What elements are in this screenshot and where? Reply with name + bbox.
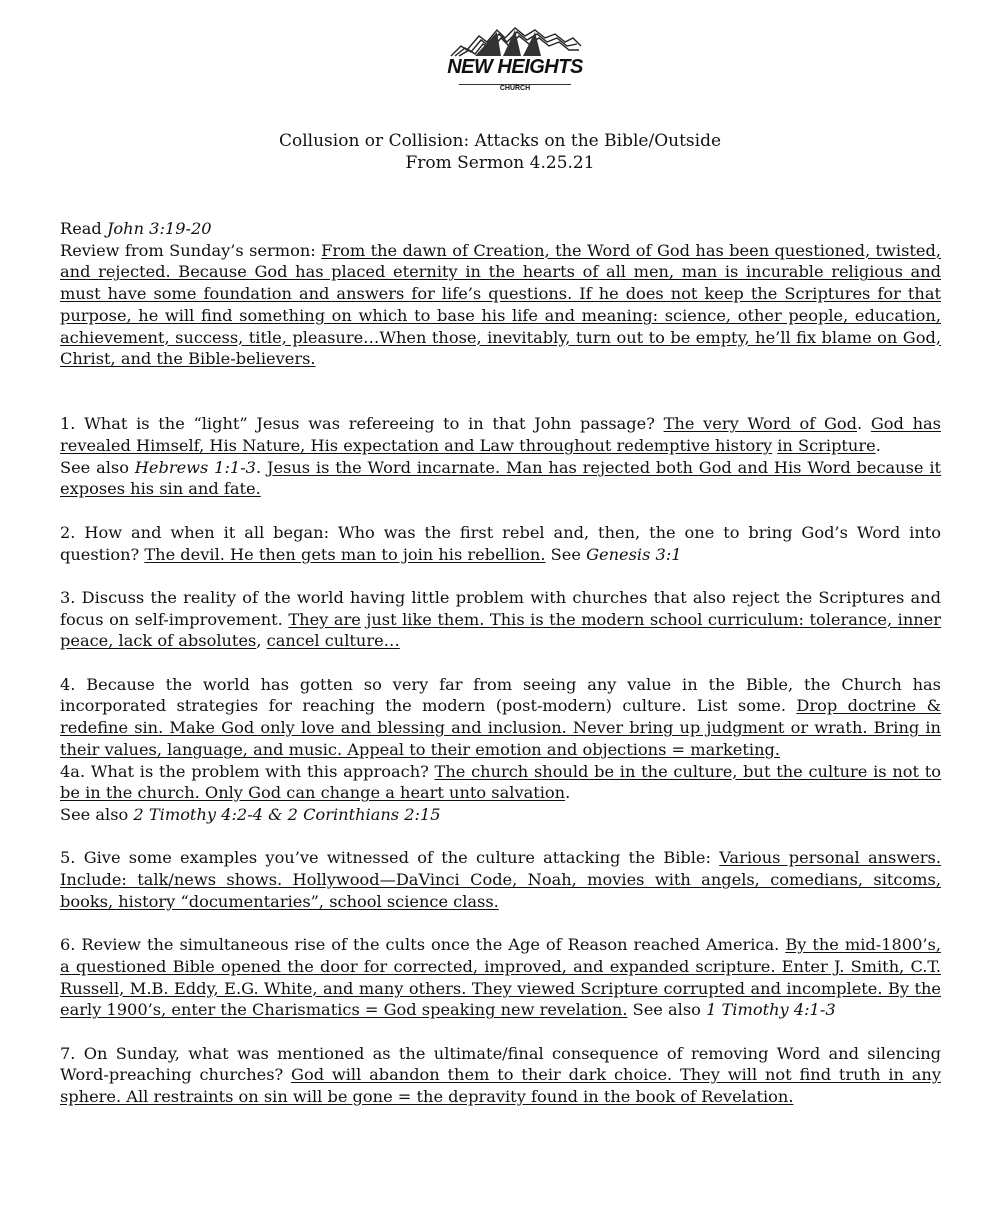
review-answer: From the dawn of Creation, the Word of God has been questioned, twisted, and rejected. Because God has placed eternity in the hearts of all men, man is incurable religious and must have some foundation and answers for life’s questions. If he does not keep the Scriptures for that purpose, he will find something on which to base his life and meaning: science, other people, education, achievement, success, title, pleasure…When those, inevitably, turn out to be empty, he’ll fix blame on God, Christ, and the Bible-believers.: [60, 240, 941, 369]
question-1-text: 1. What is the “light” Jesus was refereeing to in that John passage?: [60, 414, 664, 434]
question-3-answer-b: just like them. This is the modern school curriculum: tolerance, inner peace, lack of absolutes: [60, 609, 941, 651]
question-7-answer: God will abandon them to their dark choice. They will not find truth in any sphere. All restraints on sin will be gone = the depravity found in the book of Revelation.: [60, 1065, 941, 1107]
question-3-answer-c: cancel culture…: [266, 631, 400, 651]
question-4a-text: 4a. What is the problem with this approach?: [60, 761, 435, 781]
see-also-prefix: See also: [60, 804, 134, 824]
question-6: [60, 934, 941, 1021]
question-1-reference: Hebrews 1:1-3: [134, 457, 256, 477]
title-line-1: Collusion or Collision: Attacks on the Bible/Outside: [278, 131, 722, 151]
question-7-text: 7. On Sunday, what was mentioned as the ultimate/final consequence of removing Word and silencing Word-preaching churches?: [60, 1043, 941, 1085]
question-1-answer-b: God has revealed Himself, His Nature, His expectation and Law throughout redemptive history: [60, 414, 941, 456]
question-2-answer: The devil. He then gets man to join his rebellion.: [144, 544, 546, 564]
review-paragraph: [60, 240, 941, 370]
question-1-answer-a: The very Word of God: [663, 414, 857, 434]
question-5: [60, 847, 941, 912]
separator: .: [565, 783, 571, 803]
question-4-answer: Drop doctrine & redefine sin. Make God only love and blessing and inclusion. Never bring up judgment or wrath. Bring in their values, language, and music. Appeal to their emotion and objections = marketing.: [60, 696, 942, 759]
see-also-prefix: See also: [627, 1000, 707, 1020]
question-6-text: 6. Review the simultaneous rise of the cults once the Age of Reason reached America.: [60, 935, 786, 955]
question-4a-see-also: [60, 804, 941, 826]
question-1-see-also: [60, 457, 941, 500]
question-2-text: 2. How and when it all began: Who was the first rebel and, then, the one to bring God’s Word into question?: [60, 522, 941, 564]
question-2: [60, 522, 941, 565]
question-5-text: 5. Give some examples you’ve witnessed of the culture attacking the Bible:: [60, 848, 720, 868]
question-3-text: 3. Discuss the reality of the world having little problem with churches that also reject the Scriptures and focus on self-improvement.: [60, 587, 941, 629]
question-1: [60, 413, 941, 456]
question-5-answer: Various personal answers. Include: talk/news shows. Hollywood—DaVinci Code, Noah, movies with angels, comedians, sitcoms, books, history “documentaries”, school science class.: [60, 848, 941, 911]
question-4a-reference: 2 Timothy 4:2-4 & 2 Corinthians 2:15: [133, 804, 441, 824]
read-reference: John 3:19-20: [106, 219, 212, 238]
review-prefix: Review from Sunday’s sermon:: [60, 240, 322, 260]
see-prefix: See: [545, 544, 587, 564]
question-2-reference: Genesis 3:1: [586, 544, 682, 564]
separator: ,: [256, 631, 267, 651]
question-3-answer-a: They are: [288, 609, 361, 629]
question-3: [60, 587, 941, 652]
document-title: [0, 130, 1000, 174]
question-6-answer: By the mid-1800’s, a questioned Bible opened the door for corrected, improved, and expanded scripture. Enter J. Smith, C.T. Russell, M.B. Eddy, E.G. White, and many others. They viewed Scripture corrupted and incomplete. By the early 1900’s, enter the Charismatics = God speaking new revelation.: [60, 935, 941, 1020]
title-line-2: From Sermon 4.25.21: [405, 153, 595, 173]
question-4: [60, 674, 941, 761]
question-6-reference: 1 Timothy 4:1-3: [706, 1000, 836, 1020]
church-logo: [445, 24, 585, 98]
question-1-answer-d: Jesus is the Word incarnate. Man has rejected both God and His Word because it exposes his sin and fate.: [60, 457, 942, 499]
logo-wordmark: NEW HEIGHTS: [447, 56, 583, 78]
separator: .: [255, 457, 267, 477]
question-4-text: 4. Because the world has gotten so very far from seeing any value in the Bible, the Church has incorporated strategies for reaching the modern (post-modern) culture. List some.: [60, 674, 941, 716]
question-4a: [60, 761, 941, 804]
document-body: [60, 218, 941, 1108]
mountain-peaks-icon: [445, 24, 585, 58]
question-7: [60, 1043, 941, 1108]
separator: .: [857, 414, 871, 434]
read-line: [60, 218, 941, 240]
logo-subtitle: CHURCH: [499, 85, 531, 92]
see-also-prefix: See also: [60, 457, 135, 477]
separator: .: [875, 436, 881, 456]
question-4a-answer: The church should be in the culture, but the culture is not to be in the church. Only God can change a heart unto salvation: [60, 761, 941, 803]
read-prefix: Read: [60, 219, 107, 238]
question-1-answer-c: in Scripture: [777, 436, 876, 456]
